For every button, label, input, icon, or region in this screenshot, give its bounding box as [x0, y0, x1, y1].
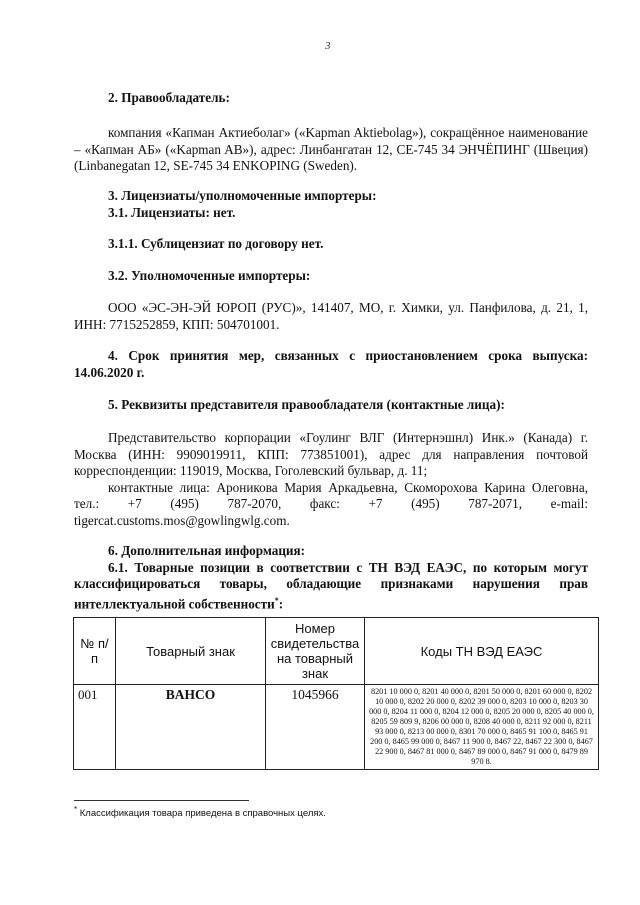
section-heading: 3. Лицензиаты/уполномоченные импортеры:	[108, 188, 377, 203]
paragraph: компания «Капман Актиеболаг» («Kapman Aktiebolag»), сокращённое наименование – «Капман АБ» («Kapman AB»), адрес: Линбангатан 12, СЕ-745 34 ЭНЧЁПИНГ (Швеция) (Linbanegatan 12, SE-745 34 ENKOPING (Sweden).	[74, 125, 588, 173]
header-certificate: Номер свидетельства на товарный знак	[266, 618, 365, 685]
subsection-heading: 3.1.1. Сублицензиат по договору нет.	[108, 236, 324, 251]
cell-certificate: 1045966	[266, 685, 365, 770]
section-rightholder	[74, 90, 588, 107]
paragraph-contacts: контактные лица: Ароникова Мария Аркадьевна, Скоморохова Карина Олеговна, тел.: +7 (495) 787-2070, факс: +7 (495) 787-2071, e-mail: tigercat.customs.mos@gowlingwlg.com.	[74, 479, 588, 528]
subsection-heading: 3.1. Лицензиаты: нет.	[108, 204, 236, 220]
subsection-colon: :	[278, 595, 284, 611]
section-heading: 4. Срок принятия мер, связанных с приостановлением срока выпуска: 14.06.2020 г.	[74, 348, 588, 380]
cell-num: 001	[74, 685, 116, 770]
page-number: 3	[325, 40, 331, 52]
table-header-row	[74, 618, 599, 685]
importer-text	[74, 300, 588, 333]
footnote-mark: *	[74, 805, 78, 814]
header-trademark: Товарный знак	[116, 618, 266, 685]
footnote-ref: *	[274, 595, 279, 605]
cell-trademark: BAHCO	[116, 685, 266, 770]
hs-codes-table	[73, 617, 599, 770]
paragraph: Представительство корпорации «Гоулинг ВЛГ (Интернэшнл) Инк.» (Канада) г. Москва (ИНН: 9909019911, КПП: 773851001), адрес для направления почтовой корреспонденции: 119019, Москва, Гоголевский бульвар, д. 11;	[74, 430, 588, 478]
header-codes: Коды ТН ВЭД ЕАЭС	[365, 618, 599, 685]
section-heading: 6. Дополнительная информация:	[108, 543, 306, 558]
section-heading: 5. Реквизиты представителя правообладателя (контактные лица):	[108, 397, 505, 412]
cell-codes: 8201 10 000 0, 8201 40 000 0, 8201 50 000 0, 8201 60 000 0, 8202 10 000 0, 8202 20 000 0, 8202 39 000 0, 8203 10 000 0, 8203 30 000 0, 8204 11 000 0, 8204 12 000 0, 8205 20 000 0, 8205 40 000 0, 8205 59 809 9, 8206 00 000 0, 8208 40 000 0, 8211 92 000 0, 8211 93 000 0, 8213 00 000 0, 8301 70 000 0, 8465 91 100 0, 8465 91 200 0, 8465 99 000 0, 8467 11 900 0, 8467 22, 8467 22 300 0, 8467 22 900 0, 8467 81 000 0, 8467 89 000 0, 8467 91 000 0, 8479 89 970 8.	[365, 685, 599, 770]
rightholder-text	[74, 125, 588, 175]
section-sublicensee	[74, 236, 588, 253]
section-additional	[74, 543, 588, 612]
section-licensees	[74, 188, 588, 221]
subsection-heading	[74, 560, 588, 613]
footnote-divider	[74, 800, 249, 801]
subsection-heading: 3.2. Уполномоченные импортеры:	[108, 268, 311, 283]
paragraph: ООО «ЭС-ЭН-ЭЙ ЮРОП (РУС)», 141407, МО, г. Химки, ул. Панфилова, д. 21, 1, ИНН: 7715252859, КПП: 504701001.	[74, 300, 588, 332]
footnote-text: Классификация товара приведена в справочных целях.	[79, 808, 326, 820]
section-representative	[74, 397, 588, 414]
footnote	[74, 805, 326, 819]
header-num: № п/п	[74, 618, 116, 685]
representative-text	[74, 430, 588, 529]
section-importers	[74, 268, 588, 285]
subsection-text: 6.1. Товарные позиции в соответствии с ТН ВЭД ЕАЭС, по которым могут классифицироваться товары, обладающие признаками нарушения прав интеллектуальной собственности	[74, 559, 588, 611]
section-heading: 2. Правообладатель:	[108, 90, 230, 105]
table-row	[74, 685, 599, 770]
section-term	[74, 348, 588, 381]
